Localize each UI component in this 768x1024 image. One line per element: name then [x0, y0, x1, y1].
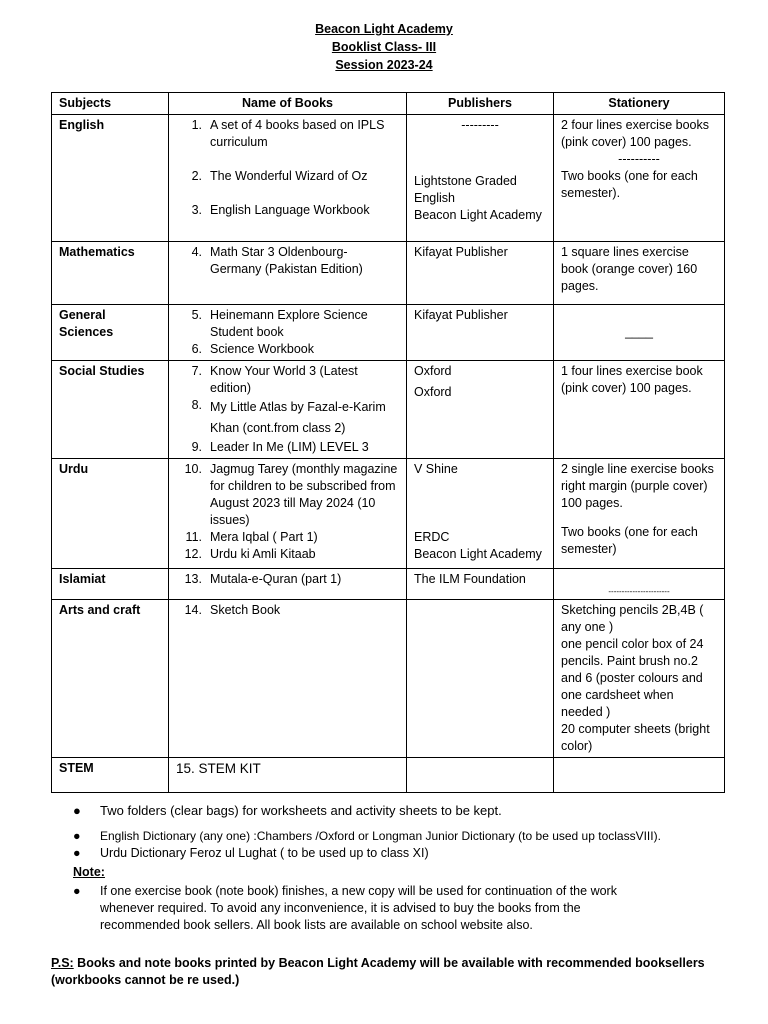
list-item	[73, 883, 733, 934]
book-title: STEM KIT	[198, 761, 261, 776]
stationery-text: -----------------------	[608, 587, 670, 596]
publisher-text: Lightstone Graded English	[414, 174, 517, 205]
books-cell	[169, 305, 407, 361]
session-title: Session 2023-24	[335, 58, 433, 72]
stationery-text: 2 four lines exercise books (pink cover) 100 pages.	[561, 118, 709, 149]
stationery-text: 1 square lines exercise book (orange cover) 160 pages.	[561, 245, 698, 293]
books-cell	[169, 600, 407, 758]
stationery-text: one pencil color box of 24 pencils. Paint brush no.2 and 6 (poster colours and one cardsheet when needed )	[561, 637, 704, 719]
publishers-cell	[407, 242, 554, 305]
book-number: 15.	[176, 761, 195, 776]
table-row-islamiat	[52, 569, 725, 600]
ps-label: P.S:	[51, 956, 74, 970]
publisher-text: ERDC	[414, 530, 450, 544]
table-row-stem	[52, 758, 725, 793]
stationery-cell	[554, 459, 725, 569]
books-cell	[169, 758, 407, 793]
note-text: If one exercise book (note book) finishes, a new copy will be used for continuation of the work whenever required. To avoid any inconvenience, it is advised to buy the books from the recommended book sellers. All book lists are available on school website also.	[100, 884, 617, 932]
subject-cell: Arts and craft	[52, 600, 169, 758]
subject-cell: Social Studies	[52, 361, 169, 459]
subject-cell: Mathematics	[52, 242, 169, 305]
books-cell	[169, 569, 407, 600]
book-item: 8. My Little Atlas by Fazal-e-Karim Khan (cont.from class 2)	[191, 398, 386, 435]
book-item: 6. Science Workbook	[191, 342, 314, 356]
col-header-publishers: Publishers	[407, 93, 554, 115]
col-header-subjects: Subjects	[52, 93, 169, 115]
stationery-cell	[554, 600, 725, 758]
book-item: 5. Heinemann Explore Science Student book	[191, 308, 368, 339]
col-header-books: Name of Books	[169, 93, 407, 115]
book-item: 4. Math Star 3 Oldenbourg- Germany (Pakistan Edition)	[191, 245, 363, 276]
list-item: ● Urdu Dictionary Feroz ul Lughat ( to be used up to class XI)	[73, 846, 429, 860]
table-header-row	[52, 93, 725, 115]
publisher-text: V Shine	[414, 462, 458, 476]
publishers-cell	[407, 758, 554, 793]
stationery-cell	[554, 242, 725, 305]
stationery-cell	[554, 305, 725, 361]
booklist-title: Booklist Class- III	[331, 40, 437, 54]
table-row-english	[52, 115, 725, 242]
stationery-cell	[554, 569, 725, 600]
book-item: 11. Mera Iqbal ( Part 1)	[185, 530, 318, 544]
stationery-text: ____	[625, 325, 653, 339]
publishers-cell	[407, 569, 554, 600]
publishers-cell	[407, 305, 554, 361]
books-cell	[169, 115, 407, 242]
subject-cell: Islamiat	[52, 569, 169, 600]
list-item: ● English Dictionary (any one) :Chambers /Oxford or Longman Junior Dictionary (to be used up toclassVIII).	[73, 829, 661, 843]
stationery-text: Two books (one for each semester)	[561, 525, 698, 556]
subject-cell: Urdu	[52, 459, 169, 569]
publisher-text: The ILM Foundation	[414, 572, 526, 586]
stationery-text: ----------	[618, 152, 660, 166]
stationery-text: 1 four lines exercise book (pink cover) 100 pages.	[561, 364, 703, 395]
book-item: 2. The Wonderful Wizard of Oz	[191, 169, 368, 183]
col-header-stationery: Stationery	[554, 93, 725, 115]
book-item: 14. Sketch Book	[184, 603, 281, 617]
school-name: Beacon Light Academy	[315, 22, 453, 36]
publisher-text: Oxford	[414, 364, 452, 378]
book-item: 12. Urdu ki Amli Kitaab	[184, 547, 316, 561]
publishers-cell	[407, 115, 554, 242]
subject-cell: STEM	[52, 758, 169, 793]
stationery-text: Two books (one for each semester).	[561, 169, 698, 200]
booklist-table	[51, 92, 725, 793]
publishers-cell	[407, 361, 554, 459]
table-row-general-sciences	[52, 305, 725, 361]
document-header	[0, 20, 768, 74]
table-row-arts-and-craft	[52, 600, 725, 758]
publisher-text: Beacon Light Academy	[414, 208, 542, 222]
book-item: 10. Jagmug Tarey (monthly magazine for children to be subscribed from August 2023 till May 2024 (10 issues)	[184, 462, 398, 527]
publisher-text: Oxford	[414, 385, 452, 399]
stationery-cell	[554, 115, 725, 242]
book-item: 9. Leader In Me (LIM) LEVEL 3	[191, 440, 369, 454]
publishers-cell	[407, 459, 554, 569]
book-item: 3. English Language Workbook	[191, 203, 370, 217]
bullet-icon: ●	[73, 829, 81, 843]
ps-note	[51, 955, 731, 989]
publisher-text: ---------	[461, 118, 499, 132]
book-item: 1. A set of 4 books based on IPLS curriculum	[191, 118, 385, 149]
stationery-text: Sketching pencils 2B,4B ( any one )	[561, 603, 704, 634]
books-cell	[169, 361, 407, 459]
books-cell	[169, 242, 407, 305]
list-item: ● Two folders (clear bags) for worksheets and activity sheets to be kept.	[73, 803, 502, 818]
publisher-text: Kifayat Publisher	[414, 308, 508, 322]
stationery-cell	[554, 361, 725, 459]
note-list	[73, 883, 733, 934]
stationery-text: 20 computer sheets (bright color)	[561, 722, 710, 753]
publishers-cell	[407, 600, 554, 758]
publisher-text: Kifayat Publisher	[414, 245, 508, 259]
bullet-icon: ●	[73, 884, 81, 898]
ps-text: Books and note books printed by Beacon Light Academy will be available with recommended booksellers (workbooks cannot be re used.)	[51, 956, 705, 987]
subject-cell: General Sciences	[52, 305, 169, 361]
publisher-text: Beacon Light Academy	[414, 547, 542, 561]
book-item: 13. Mutala-e-Quran (part 1)	[184, 572, 342, 586]
subject-cell: English	[52, 115, 169, 242]
books-cell	[169, 459, 407, 569]
bullet-icon: ●	[73, 803, 81, 818]
stationery-text: 2 single line exercise books right margin (purple cover) 100 pages.	[561, 462, 714, 510]
stationery-cell	[554, 758, 725, 793]
instructions-list	[73, 802, 733, 862]
table-row-mathematics	[52, 242, 725, 305]
bullet-icon: ●	[73, 846, 81, 860]
table-row-social-studies	[52, 361, 725, 459]
note-heading: Note:	[73, 865, 105, 879]
book-item: 7. Know Your World 3 (Latest edition)	[191, 364, 358, 395]
table-row-urdu	[52, 459, 725, 569]
